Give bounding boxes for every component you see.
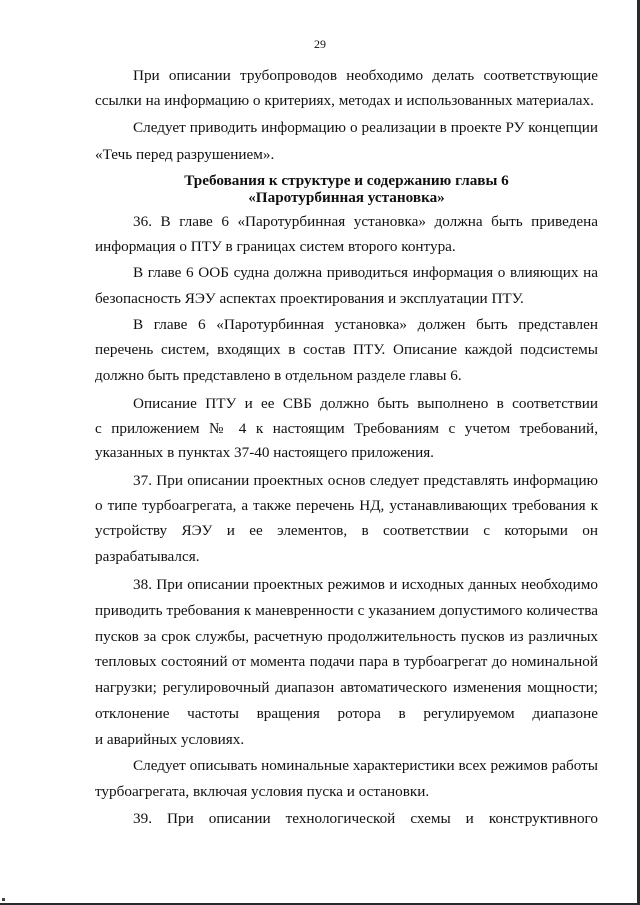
paragraph-line: Следует приводить информацию о реализации в проекте РУ концепции (133, 119, 598, 136)
paragraph-line: устройству ЯЭУ и ее элементов, в соответствии с которыми он (95, 522, 598, 539)
section-heading: «Паротурбинная установка» (248, 189, 445, 206)
paragraph-line: «Течь перед разрушением». (95, 146, 275, 163)
paragraph-line: В главе 6 ООБ судна должна приводиться информация о влияющих на (133, 264, 598, 281)
paragraph-line: При описании трубопроводов необходимо делать соответствующие (133, 67, 598, 84)
paragraph-line: о типе турбоагрегата, а также перечень НД, устанавливающих требования к (95, 497, 598, 514)
paragraph-line: тепловых состояний от момента подачи пара в турбоагрегат до номинальной (95, 653, 598, 670)
paragraph-line: 38. При описании проектных режимов и исходных данных необходимо (133, 576, 598, 593)
paragraph-line: В главе 6 «Паротурбинная установка» должен быть представлен (133, 316, 598, 333)
paragraph-line: 39. При описании технологической схемы и конструктивного (133, 810, 598, 827)
paragraph-line: 36. В главе 6 «Паротурбинная установка» должна быть приведена (133, 213, 598, 230)
paragraph-line: отклонение частоты вращения ротора в регулируемом диапазоне (95, 705, 598, 722)
paragraph-line: приводить требования к маневренности с указанием допустимого количества (95, 602, 598, 619)
scan-artifact (2, 898, 5, 901)
paragraph-line: турбоагрегата, включая условия пуска и остановки. (95, 783, 430, 800)
section-heading: Требования к структуре и содержанию главы 6 (184, 172, 509, 189)
page-number: 29 (314, 37, 326, 51)
paragraph-line: Следует описывать номинальные характеристики всех режимов работы (133, 757, 598, 774)
paragraph-line: разрабатывался. (95, 548, 200, 565)
paragraph-line: информация о ПТУ в границах систем второго контура. (95, 238, 456, 255)
paragraph-line: указанных в пунктах 37-40 настоящего приложения. (95, 444, 434, 461)
paragraph-line: перечень систем, входящих в состав ПТУ. Описание каждой подсистемы (95, 341, 598, 358)
paragraph-line: с приложением № 4 к настоящим Требованиям с учетом требований, (95, 420, 598, 437)
paragraph-line: Описание ПТУ и ее СВБ должно быть выполнено в соответствии (133, 395, 598, 412)
paragraph-line: должно быть представлено в отдельном разделе главы 6. (95, 367, 462, 384)
paragraph-line: нагрузки; регулировочный диапазон автоматического изменения мощности; (95, 679, 598, 696)
paragraph-line: и аварийных условиях. (95, 731, 245, 748)
paragraph-line: пусков за срок службы, расчетную продолжительность пусков из различных (95, 628, 598, 645)
paragraph-line: безопасность ЯЭУ аспектах проектирования и эксплуатации ПТУ. (95, 290, 524, 307)
paragraph-line: 37. При описании проектных основ следует представлять информацию (133, 472, 598, 489)
paragraph-line: ссылки на информацию о критериях, методах и использованных материалах. (95, 92, 594, 109)
